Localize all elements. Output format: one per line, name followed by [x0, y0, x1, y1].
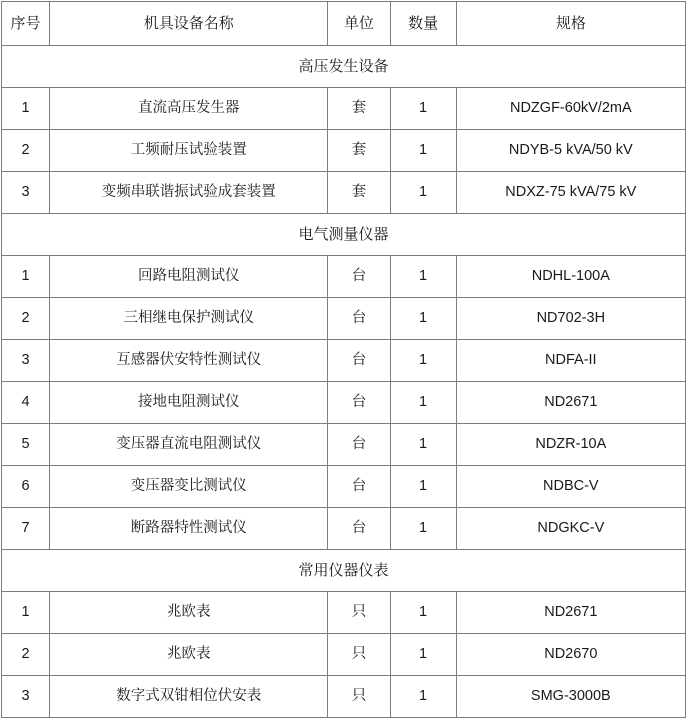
- cell-spec: NDGKC-V: [456, 508, 685, 550]
- header-cell-unit: 单位: [328, 2, 390, 46]
- cell-spec: NDBC-V: [456, 466, 685, 508]
- section-title: 高压发生设备: [2, 46, 686, 88]
- cell-unit: 套: [328, 130, 390, 172]
- cell-spec: NDFA-II: [456, 340, 685, 382]
- cell-unit: 台: [328, 424, 390, 466]
- cell-qty: 1: [390, 424, 456, 466]
- table-row: [2, 676, 686, 718]
- cell-no: 7: [2, 508, 50, 550]
- cell-spec: ND702-3H: [456, 298, 685, 340]
- cell-name: 兆欧表: [50, 634, 328, 676]
- cell-name: 数字式双钳相位伏安表: [50, 676, 328, 718]
- cell-name: 工频耐压试验装置: [50, 130, 328, 172]
- cell-qty: 1: [390, 592, 456, 634]
- cell-qty: 1: [390, 382, 456, 424]
- cell-qty: 1: [390, 172, 456, 214]
- cell-spec: NDZR-10A: [456, 424, 685, 466]
- header-cell-no: 序号: [2, 2, 50, 46]
- cell-unit: 只: [328, 592, 390, 634]
- cell-name: 变压器变比测试仪: [50, 466, 328, 508]
- cell-unit: 只: [328, 634, 390, 676]
- cell-unit: 台: [328, 382, 390, 424]
- table-header-row: [2, 2, 686, 46]
- cell-qty: 1: [390, 298, 456, 340]
- cell-name: 直流高压发生器: [50, 88, 328, 130]
- cell-spec: NDHL-100A: [456, 256, 685, 298]
- cell-no: 1: [2, 88, 50, 130]
- cell-no: 5: [2, 424, 50, 466]
- cell-name: 接地电阻测试仪: [50, 382, 328, 424]
- cell-no: 1: [2, 592, 50, 634]
- cell-spec: ND2671: [456, 382, 685, 424]
- header-cell-name: 机具设备名称: [50, 2, 328, 46]
- cell-no: 2: [2, 130, 50, 172]
- cell-name: 三相继电保护测试仪: [50, 298, 328, 340]
- cell-unit: 台: [328, 508, 390, 550]
- cell-spec: SMG-3000B: [456, 676, 685, 718]
- cell-name: 断路器特性测试仪: [50, 508, 328, 550]
- cell-no: 2: [2, 634, 50, 676]
- cell-name: 变压器直流电阻测试仪: [50, 424, 328, 466]
- table-row: [2, 508, 686, 550]
- cell-no: 6: [2, 466, 50, 508]
- cell-spec: NDYB-5 kVA/50 kV: [456, 130, 685, 172]
- cell-spec: ND2670: [456, 634, 685, 676]
- section-header-row: [2, 214, 686, 256]
- cell-no: 3: [2, 340, 50, 382]
- cell-qty: 1: [390, 256, 456, 298]
- cell-qty: 1: [390, 130, 456, 172]
- header-cell-spec: 规格: [456, 2, 685, 46]
- equipment-table: [1, 1, 686, 718]
- cell-unit: 只: [328, 676, 390, 718]
- cell-unit: 台: [328, 256, 390, 298]
- table-row: [2, 298, 686, 340]
- cell-qty: 1: [390, 508, 456, 550]
- table-row: [2, 592, 686, 634]
- cell-name: 互感器伏安特性测试仪: [50, 340, 328, 382]
- header-cell-qty: 数量: [390, 2, 456, 46]
- table-row: [2, 424, 686, 466]
- cell-name: 回路电阻测试仪: [50, 256, 328, 298]
- cell-spec: NDXZ-75 kVA/75 kV: [456, 172, 685, 214]
- table-row: [2, 130, 686, 172]
- table-row: [2, 88, 686, 130]
- cell-qty: 1: [390, 676, 456, 718]
- section-header-row: [2, 550, 686, 592]
- cell-no: 3: [2, 676, 50, 718]
- cell-spec: NDZGF-60kV/2mA: [456, 88, 685, 130]
- cell-qty: 1: [390, 88, 456, 130]
- table-row: [2, 382, 686, 424]
- cell-qty: 1: [390, 466, 456, 508]
- table-row: [2, 256, 686, 298]
- cell-spec: ND2671: [456, 592, 685, 634]
- cell-no: 2: [2, 298, 50, 340]
- table-row: [2, 172, 686, 214]
- table-row: [2, 466, 686, 508]
- cell-name: 变频串联谐振试验成套装置: [50, 172, 328, 214]
- cell-name: 兆欧表: [50, 592, 328, 634]
- section-header-row: [2, 46, 686, 88]
- cell-unit: 台: [328, 466, 390, 508]
- table-row: [2, 634, 686, 676]
- cell-unit: 台: [328, 340, 390, 382]
- table-row: [2, 340, 686, 382]
- cell-unit: 台: [328, 298, 390, 340]
- cell-qty: 1: [390, 340, 456, 382]
- cell-no: 4: [2, 382, 50, 424]
- cell-no: 3: [2, 172, 50, 214]
- cell-qty: 1: [390, 634, 456, 676]
- section-title: 电气测量仪器: [2, 214, 686, 256]
- section-title: 常用仪器仪表: [2, 550, 686, 592]
- cell-unit: 套: [328, 172, 390, 214]
- cell-no: 1: [2, 256, 50, 298]
- cell-unit: 套: [328, 88, 390, 130]
